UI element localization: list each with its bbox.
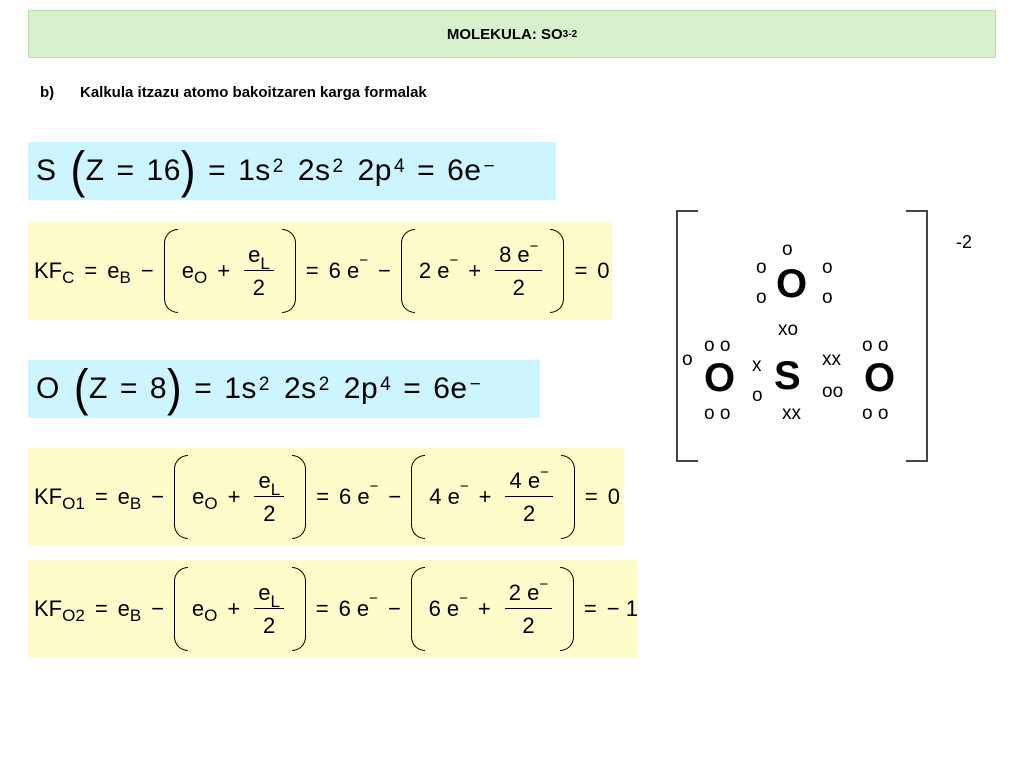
value-1: 6 e xyxy=(339,484,370,509)
equals: = xyxy=(583,596,597,621)
value-2: 2 e xyxy=(418,258,450,283)
paren-open xyxy=(174,567,188,651)
e-own: e xyxy=(181,258,194,283)
valence-electrons: 6e xyxy=(433,372,468,405)
electron-dot: o o xyxy=(862,403,889,424)
electron-dot: xx xyxy=(822,349,841,370)
minus-sup: − xyxy=(483,156,496,177)
minus-sup: − xyxy=(469,374,482,395)
question-letter: b) xyxy=(40,84,55,101)
electron-dot: o xyxy=(822,287,833,308)
bracket-right xyxy=(906,210,928,462)
formula-kf-c xyxy=(28,222,612,320)
equals: = xyxy=(116,154,135,187)
frac-numerator: 2 e xyxy=(508,579,540,605)
kf-label: KF xyxy=(34,258,63,283)
title-superscript: -2 xyxy=(568,28,578,40)
minus-sup: − xyxy=(359,251,368,269)
eb-subscript: B xyxy=(129,494,142,513)
minus-sup: − xyxy=(369,477,379,495)
orbital-2p: 2p xyxy=(357,154,392,187)
kf-label: KF xyxy=(34,596,63,621)
kf-subscript: O2 xyxy=(62,606,85,625)
minus: − xyxy=(388,484,402,509)
equals: = xyxy=(119,372,138,405)
e-lone: e xyxy=(258,579,271,605)
electron-dot: o xyxy=(822,257,833,278)
z-value: 16 xyxy=(146,154,181,187)
question xyxy=(40,84,427,101)
paren-close: ) xyxy=(167,360,183,417)
electron-dot: o xyxy=(682,349,693,370)
e-own: e xyxy=(191,596,205,621)
fraction-value xyxy=(505,463,552,527)
equals: = xyxy=(584,484,598,509)
formula-box-c xyxy=(28,222,612,320)
formula-kf-o2 xyxy=(28,560,638,658)
orbital-1s-electrons: 2 xyxy=(272,156,284,177)
title-subscript: 3 xyxy=(562,28,569,40)
plus: + xyxy=(217,258,231,283)
equals: = xyxy=(403,372,422,405)
sulfur-config xyxy=(28,142,556,200)
e-bonding: e xyxy=(117,596,130,621)
minus-sup: − xyxy=(459,589,468,607)
fraction-value xyxy=(505,575,552,639)
kf-subscript: C xyxy=(62,268,75,287)
minus-sup: − xyxy=(540,463,549,481)
minus: − xyxy=(151,596,165,621)
equals: = xyxy=(208,154,227,187)
value-2: 6 e xyxy=(428,596,460,621)
orbital-1s: 1s xyxy=(238,154,271,187)
e-lone: e xyxy=(248,241,261,267)
formula-box-o1 xyxy=(28,448,624,546)
minus: − xyxy=(151,484,165,509)
denominator: 2 xyxy=(262,612,276,638)
paren-open xyxy=(174,455,188,539)
value-2: 4 e xyxy=(429,484,460,509)
electron-dot: xx xyxy=(782,403,801,424)
electron-dot: o xyxy=(756,257,767,278)
e-bonding: e xyxy=(117,484,130,509)
paren-open xyxy=(411,455,425,539)
fraction-value xyxy=(495,237,542,301)
orbital-2s-electrons: 2 xyxy=(318,374,330,395)
frac-denominator: 2 xyxy=(522,612,535,638)
electron-dot: o xyxy=(782,239,793,260)
oxygen-config-box xyxy=(28,360,540,418)
atom-oxygen-left: O xyxy=(704,356,736,400)
orbital-1s: 1s xyxy=(224,372,257,405)
orbital-1s-electrons: 2 xyxy=(258,374,270,395)
z-label: Z xyxy=(85,154,105,187)
minus-sup: − xyxy=(459,477,469,495)
z-value: 8 xyxy=(149,372,168,405)
paren-open: ( xyxy=(73,360,89,417)
kf-subscript: O1 xyxy=(62,494,85,513)
equals: = xyxy=(315,596,329,621)
plus: + xyxy=(227,596,241,621)
orbital-2p: 2p xyxy=(343,372,379,405)
frac-numerator: 8 e xyxy=(499,241,530,267)
frac-denominator: 2 xyxy=(523,500,536,526)
denominator: 2 xyxy=(252,274,266,300)
e-bonding: e xyxy=(107,258,120,283)
eb-subscript: B xyxy=(119,268,131,287)
paren-close xyxy=(282,229,296,313)
orbital-2s: 2s xyxy=(284,372,317,405)
plus: + xyxy=(468,258,482,283)
orbital-2p-electrons: 4 xyxy=(380,374,392,395)
orbital-2p-electrons: 4 xyxy=(394,156,406,177)
paren-close xyxy=(561,455,575,539)
ion-charge: -2 xyxy=(956,232,973,252)
paren-close xyxy=(550,229,564,313)
electron-dot: o o xyxy=(704,403,731,424)
result: − 1 xyxy=(606,596,638,621)
oxygen-config xyxy=(28,360,540,418)
electron-dot: o xyxy=(756,287,767,308)
minus: − xyxy=(140,258,154,283)
minus-sup: − xyxy=(449,251,459,269)
frac-denominator: 2 xyxy=(512,274,525,300)
atom-oxygen-right: O xyxy=(864,356,896,400)
element-symbol: S xyxy=(36,154,57,187)
equals: = xyxy=(417,154,436,187)
plus: + xyxy=(478,484,492,509)
equals: = xyxy=(94,596,108,621)
orbital-2s-electrons: 2 xyxy=(332,156,344,177)
title-text: MOLEKULA: SO xyxy=(446,25,563,43)
minus-sup: − xyxy=(539,575,549,593)
question-text: Kalkula itzazu atomo bakoitzaren karga formalak xyxy=(80,84,427,101)
fraction-el xyxy=(244,242,274,301)
el-subscript: L xyxy=(260,253,270,273)
el-subscript: L xyxy=(270,479,281,499)
electron-dot: oo xyxy=(822,381,844,402)
paren-open xyxy=(411,567,425,651)
el-subscript: L xyxy=(270,591,280,611)
equals: = xyxy=(194,372,213,405)
orbital-2s: 2s xyxy=(297,154,331,187)
formula-box-o2 xyxy=(28,560,638,658)
paren-close xyxy=(292,455,306,539)
electron-dot: x xyxy=(752,355,762,376)
electron-dot: o xyxy=(752,385,763,406)
value-1: 6 e xyxy=(338,596,370,621)
equals: = xyxy=(574,258,588,283)
equals: = xyxy=(94,484,108,509)
element-symbol: O xyxy=(36,372,60,405)
eo-subscript: O xyxy=(193,268,208,287)
electron-dot: o o xyxy=(704,335,731,356)
bracket-left xyxy=(676,210,698,462)
electron-dot: xo xyxy=(778,319,799,340)
minus-sup: − xyxy=(529,237,539,255)
eo-subscript: O xyxy=(204,494,218,513)
eo-subscript: O xyxy=(204,606,218,625)
valence-electrons: 6e xyxy=(447,154,482,187)
equals: = xyxy=(84,258,98,283)
minus-sup: − xyxy=(369,589,378,607)
electron-dot: o o xyxy=(862,335,889,356)
result: 0 xyxy=(607,484,620,509)
e-own: e xyxy=(192,484,205,509)
frac-numerator: 4 e xyxy=(509,467,541,493)
minus: − xyxy=(387,596,401,621)
e-lone: e xyxy=(258,467,271,493)
plus: + xyxy=(227,484,241,509)
result: 0 xyxy=(597,258,610,283)
formula-kf-o1 xyxy=(28,448,624,546)
denominator: 2 xyxy=(263,500,276,526)
fraction-el xyxy=(254,468,284,527)
paren-open xyxy=(164,229,178,313)
paren-close xyxy=(292,567,306,651)
atom-sulfur: S xyxy=(774,354,801,398)
value-1: 6 e xyxy=(328,258,360,283)
z-label: Z xyxy=(89,372,108,405)
minus: − xyxy=(378,258,391,283)
eb-subscript: B xyxy=(129,606,142,625)
equals: = xyxy=(305,258,319,283)
title-bar xyxy=(28,10,996,58)
equals: = xyxy=(316,484,330,509)
plus: + xyxy=(477,596,491,621)
paren-open: ( xyxy=(70,142,86,199)
kf-label: KF xyxy=(34,484,63,509)
sulfur-config-box xyxy=(28,142,556,200)
paren-close xyxy=(560,567,574,651)
paren-open xyxy=(401,229,415,313)
paren-close: ) xyxy=(180,142,197,199)
atom-oxygen-top: O xyxy=(776,262,808,306)
fraction-el xyxy=(254,580,284,639)
